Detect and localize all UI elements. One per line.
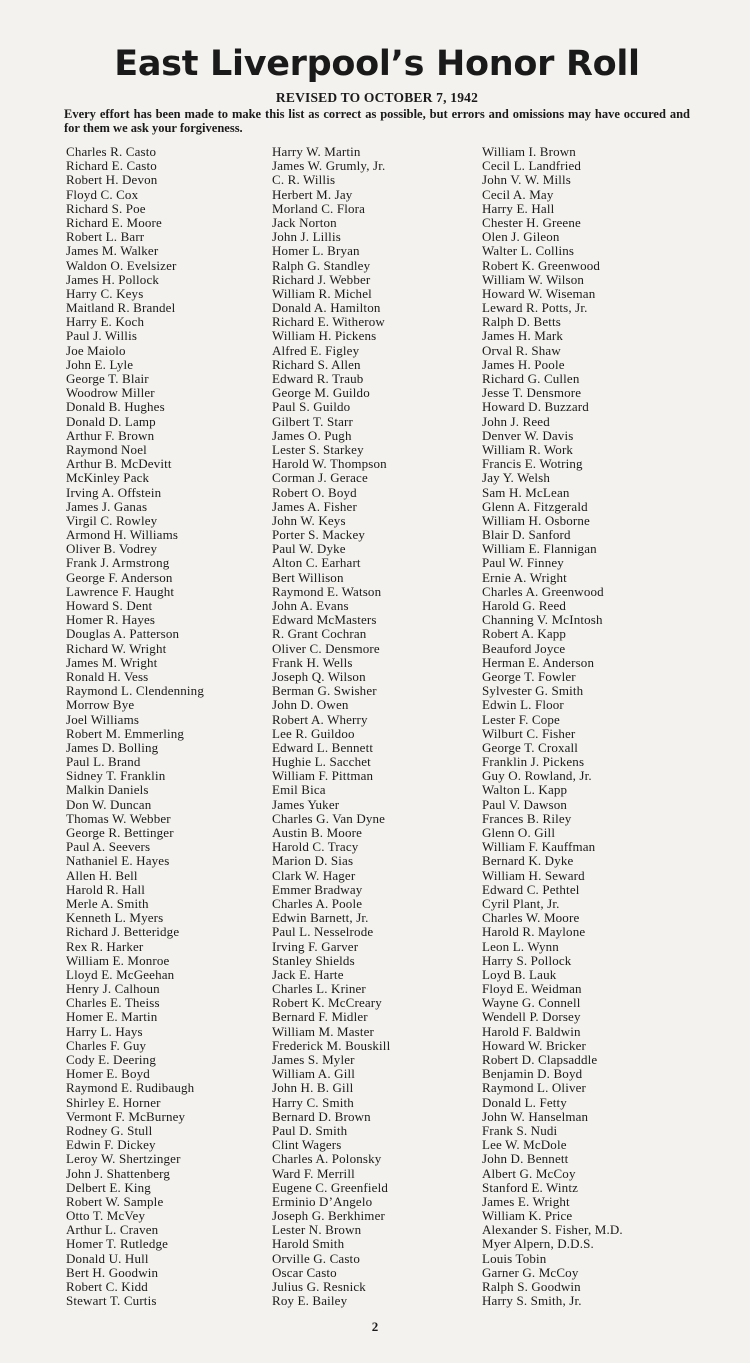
honoree-name: Glenn A. Fitzgerald	[482, 498, 588, 514]
honoree-name: Lester F. Cope	[482, 711, 560, 727]
honoree-name: Ronald H. Vess	[66, 668, 149, 684]
honoree-name: Ernie A. Wright	[482, 569, 567, 585]
honoree-name: John V. W. Mills	[482, 172, 571, 188]
honoree-name: Clint Wagers	[272, 1137, 342, 1153]
honoree-name: Arthur B. McDevitt	[66, 456, 172, 472]
honoree-name: Irving F. Garver	[272, 938, 359, 954]
honoree-name: Benjamin D. Boyd	[482, 1066, 583, 1082]
honoree-name: Thomas W. Webber	[66, 810, 171, 826]
honoree-name: William A. Gill	[272, 1066, 355, 1082]
honoree-name: Joel Williams	[66, 711, 140, 727]
honoree-name: Charles A. Polonsky	[272, 1151, 382, 1167]
honoree-name: Homer L. Bryan	[272, 243, 360, 259]
names-column-3	[482, 145, 623, 1308]
honoree-name: Paul L. Nesselrode	[272, 924, 374, 940]
honoree-name: John A. Evans	[272, 598, 349, 613]
honoree-name: C. R. Willis	[272, 172, 336, 188]
honoree-name: Harold R. Maylone	[482, 924, 586, 940]
honoree-name: Harry C. Keys	[66, 285, 144, 301]
honoree-name: Corman J. Gerace	[272, 470, 368, 486]
honoree-name: Edwin Barnett, Jr.	[272, 910, 369, 926]
honoree-name: Wendell P. Dorsey	[482, 1009, 581, 1025]
honoree-name: George T. Fowler	[482, 668, 576, 684]
honoree-name: Delbert E. King	[66, 1179, 151, 1195]
honoree-name: Marion D. Sias	[272, 853, 354, 869]
honoree-name: Harold C. Tracy	[272, 839, 359, 855]
revision-date: REVISED TO OCTOBER 7, 1942	[275, 90, 479, 105]
honoree-name: Richard J. Webber	[272, 271, 371, 287]
honoree-name: Robert M. Emmerling	[66, 725, 185, 741]
honoree-name: Garner G. McCoy	[482, 1264, 579, 1280]
honoree-name: Donald L. Fetty	[482, 1094, 567, 1110]
honoree-name: Richard E. Moore	[66, 214, 162, 230]
honoree-name: William E. Monroe	[66, 952, 170, 968]
honoree-name: Kenneth L. Myers	[66, 910, 164, 926]
honoree-name: Leroy W. Shertzinger	[66, 1151, 181, 1167]
honoree-name: William K. Price	[482, 1208, 573, 1224]
honoree-name: Harold R. Hall	[66, 881, 146, 897]
honoree-name: John D. Owen	[272, 697, 349, 713]
honoree-name: Guy O. Rowland, Jr.	[482, 768, 592, 784]
page-title: East Liverpool’s Honor Roll	[114, 44, 640, 84]
honoree-name: Jesse T. Densmore	[482, 385, 582, 401]
honoree-name: Frances B. Riley	[482, 810, 572, 826]
honoree-name: Howard S. Dent	[66, 598, 153, 613]
honoree-name: Edward L. Bennett	[272, 739, 374, 755]
honoree-name: Franklin J. Pickens	[482, 754, 585, 770]
honoree-name: Leward R. Potts, Jr.	[482, 300, 588, 316]
honoree-name: Charles R. Casto	[66, 144, 157, 159]
honoree-name: William I. Brown	[482, 144, 576, 159]
honoree-name: Raymond E. Watson	[272, 583, 382, 599]
honoree-name: Harold Smith	[272, 1236, 345, 1252]
honoree-name: Leon L. Wynn	[482, 938, 559, 954]
honoree-name: Cyril Plant, Jr.	[482, 895, 560, 911]
honoree-name: Woodrow Miller	[66, 385, 155, 401]
honoree-name: Sidney T. Franklin	[66, 768, 166, 784]
honoree-name: Roy E. Bailey	[272, 1293, 348, 1309]
honoree-name: Albert G. McCoy	[482, 1165, 576, 1181]
honoree-name: Oliver B. Vodrey	[66, 541, 158, 557]
honoree-name: Frank S. Nudi	[482, 1122, 558, 1138]
honoree-name: Jack Norton	[272, 214, 337, 230]
honoree-name: Emil Bica	[272, 782, 326, 798]
honoree-name: George T. Blair	[66, 371, 149, 386]
honoree-name: James H. Mark	[482, 328, 564, 344]
honoree-name: Frederick M. Bouskill	[272, 1037, 391, 1053]
honoree-name: William R. Work	[482, 441, 574, 457]
honoree-name: James E. Wright	[482, 1193, 570, 1209]
honoree-name: Harold W. Thompson	[272, 456, 387, 472]
honoree-name: Bernard F. Midler	[272, 1009, 368, 1025]
honoree-name: Ralph S. Goodwin	[482, 1279, 581, 1294]
honoree-name: Ralph G. Standley	[272, 257, 371, 273]
honoree-name: Charles A. Greenwood	[482, 583, 604, 599]
honoree-name: Harold F. Baldwin	[482, 1023, 581, 1039]
honoree-name: Robert A. Kapp	[482, 626, 567, 642]
honoree-name: Loyd B. Lauk	[482, 966, 557, 982]
honoree-name: Walter L. Collins	[482, 243, 575, 259]
honoree-name: Robert A. Wherry	[272, 711, 368, 727]
honoree-name: Erminio D’Angelo	[272, 1193, 373, 1209]
honoree-name: Francis E. Wotring	[482, 456, 583, 472]
honoree-name: Gilbert T. Starr	[272, 413, 353, 429]
honoree-name: James Yuker	[272, 796, 340, 812]
honoree-name: Stanley Shields	[272, 952, 355, 968]
honoree-name: Charles L. Kriner	[272, 981, 366, 997]
honoree-name: Alfred E. Figley	[272, 342, 360, 358]
honoree-name: James D. Bolling	[66, 739, 159, 755]
honoree-name: William H. Pickens	[272, 328, 377, 344]
honoree-name: Vermont F. McBurney	[66, 1108, 186, 1124]
names-column-1	[66, 145, 204, 1308]
honoree-name: Homer T. Rutledge	[66, 1236, 169, 1252]
honoree-name: Waldon O. Evelsizer	[66, 257, 177, 273]
honoree-name: Bernard K. Dyke	[482, 853, 574, 869]
intro-text: Every effort has been made to make this list as correct as possible, but errors and omissions may have occured and for them we ask your forgiveness.	[64, 107, 690, 135]
honoree-name: Harry L. Hays	[66, 1023, 143, 1039]
honoree-name: John W. Hanselman	[482, 1108, 589, 1124]
honoree-name: Chester H. Greene	[482, 214, 581, 230]
honoree-name: John H. B. Gill	[272, 1080, 354, 1096]
honoree-name: Olen J. Gileon	[482, 229, 560, 245]
honoree-name: Paul A. Seevers	[66, 839, 151, 855]
honoree-name: McKinley Pack	[66, 470, 150, 486]
honoree-name: William F. Kauffman	[482, 839, 596, 855]
honoree-name: Arthur L. Craven	[66, 1222, 159, 1238]
honoree-name: Herman E. Anderson	[482, 654, 595, 670]
honoree-name: Paul W. Finney	[482, 555, 564, 571]
honoree-name: Frank J. Armstrong	[66, 555, 170, 571]
page-number: 2	[371, 1319, 379, 1334]
honoree-name: James J. Ganas	[66, 498, 148, 514]
honoree-name: Robert W. Sample	[66, 1193, 164, 1209]
honoree-name: Eugene C. Greenfield	[272, 1179, 388, 1195]
honoree-name: Harry S. Smith, Jr.	[482, 1293, 582, 1309]
honoree-name: Don W. Duncan	[66, 796, 152, 812]
honoree-name: Raymond L. Clendenning	[66, 683, 204, 699]
honoree-name: Edwin L. Floor	[482, 697, 564, 713]
honoree-name: William R. Michel	[272, 285, 372, 301]
honoree-name: Denver W. Davis	[482, 427, 574, 443]
honoree-name: Richard E. Casto	[66, 158, 157, 174]
honoree-name: Orville G. Casto	[272, 1250, 360, 1266]
honoree-name: Herbert M. Jay	[272, 186, 353, 202]
honoree-name: Blair D. Sanford	[482, 527, 571, 543]
honoree-name: Paul S. Guildo	[272, 399, 351, 415]
honoree-name: Sylvester G. Smith	[482, 683, 584, 699]
honoree-name: William H. Osborne	[482, 512, 590, 528]
honoree-name: William W. Wilson	[482, 271, 585, 287]
honoree-name: Richard E. Witherow	[272, 314, 385, 330]
honoree-name: Joe Maiolo	[66, 342, 126, 358]
honoree-name: James H. Poole	[482, 356, 565, 372]
honoree-name: Oliver C. Densmore	[272, 640, 380, 656]
honoree-name: Harold G. Reed	[482, 598, 567, 613]
honoree-name: James W. Grumly, Jr.	[272, 158, 386, 174]
honoree-name: Lester S. Starkey	[272, 441, 364, 457]
honoree-name: Frank H. Wells	[272, 654, 353, 670]
honoree-name: Harry E. Hall	[482, 200, 555, 216]
honoree-name: Robert K. McCreary	[272, 995, 382, 1011]
honoree-name: Donald A. Hamilton	[272, 300, 381, 316]
honoree-name: George R. Bettinger	[66, 825, 174, 840]
honoree-name: James O. Pugh	[272, 427, 352, 443]
honoree-name: R. Grant Cochran	[272, 626, 367, 642]
honoree-name: Malkin Daniels	[66, 782, 149, 798]
honoree-name: Charles E. Theiss	[66, 995, 160, 1011]
honoree-name: Homer E. Boyd	[66, 1066, 150, 1082]
honoree-name: Emmer Bradway	[272, 881, 363, 897]
honoree-name: Harry E. Koch	[66, 314, 145, 330]
honoree-name: Raymond E. Rudibaugh	[66, 1080, 195, 1096]
honoree-name: Ralph D. Betts	[482, 314, 562, 330]
honoree-name: Merle A. Smith	[66, 895, 149, 911]
honoree-name: William H. Seward	[482, 867, 585, 883]
honoree-name: Oscar Casto	[272, 1264, 337, 1280]
honoree-name: Charles G. Van Dyne	[272, 810, 386, 826]
honoree-name: Donald B. Hughes	[66, 399, 165, 415]
honoree-name: Richard G. Cullen	[482, 371, 580, 386]
honoree-name: Raymond Noel	[66, 441, 147, 457]
honoree-name: George T. Croxall	[482, 739, 579, 755]
honoree-name: Orval R. Shaw	[482, 342, 561, 358]
honoree-name: Berman G. Swisher	[272, 683, 377, 699]
honoree-name: Julius G. Resnick	[272, 1279, 366, 1294]
honoree-name: Richard S. Poe	[66, 200, 146, 216]
honoree-name: Paul D. Smith	[272, 1122, 348, 1138]
honoree-name: Robert L. Barr	[66, 229, 145, 245]
honoree-name: Homer R. Hayes	[66, 612, 156, 628]
honoree-name: Cecil L. Landfried	[482, 158, 582, 174]
honoree-name: Paul V. Dawson	[482, 796, 568, 812]
honoree-name: James H. Pollock	[66, 271, 160, 287]
honoree-name: Robert D. Clapsaddle	[482, 1052, 598, 1067]
honoree-name: Paul J. Willis	[66, 328, 138, 344]
honoree-name: Harry S. Pollock	[482, 952, 572, 968]
honoree-name: John J. Lillis	[272, 229, 341, 245]
honoree-name: Ward F. Merrill	[272, 1165, 355, 1181]
honoree-name: Walton L. Kapp	[482, 782, 568, 798]
honoree-name: Jack E. Harte	[272, 966, 344, 982]
honoree-name: Lloyd E. McGeehan	[66, 966, 175, 982]
honoree-name: Lee W. McDole	[482, 1137, 567, 1153]
honoree-name: Arthur F. Brown	[66, 427, 155, 443]
honoree-name: John J. Reed	[482, 413, 550, 429]
honoree-name: Beauford Joyce	[482, 640, 566, 656]
honoree-name: Robert C. Kidd	[66, 1279, 148, 1294]
honoree-name: Howard D. Buzzard	[482, 399, 589, 415]
honoree-name: Richard W. Wright	[66, 640, 167, 656]
honoree-name: Nathaniel E. Hayes	[66, 853, 170, 869]
honoree-name: John J. Shattenberg	[66, 1165, 171, 1181]
honoree-name: James S. Myler	[272, 1052, 355, 1067]
honoree-name: Sam H. McLean	[482, 484, 570, 500]
honoree-name: William F. Pittman	[272, 768, 374, 784]
honoree-name: Floyd C. Cox	[66, 186, 139, 202]
honoree-name: Edward R. Traub	[272, 371, 364, 386]
honoree-name: Wilburt C. Fisher	[482, 725, 576, 741]
honoree-name: Clark W. Hager	[272, 867, 356, 883]
honoree-name: Charles W. Moore	[482, 910, 580, 926]
honoree-name: Henry J. Calhoun	[66, 981, 160, 997]
honoree-name: Harry W. Martin	[272, 144, 361, 159]
honoree-name: George F. Anderson	[66, 569, 173, 585]
honoree-name: Lee R. Guildoo	[272, 725, 355, 741]
honoree-name: Rex R. Harker	[66, 938, 144, 954]
honoree-name: Joseph G. Berkhimer	[272, 1208, 385, 1224]
honoree-name: Stewart T. Curtis	[66, 1293, 157, 1309]
honoree-name: Virgil C. Rowley	[66, 512, 158, 528]
honoree-name: Stanford E. Wintz	[482, 1179, 579, 1195]
honoree-name: James M. Walker	[66, 243, 159, 259]
honoree-name: Floyd E. Weidman	[482, 981, 582, 997]
honoree-name: Allen H. Bell	[66, 867, 138, 883]
honoree-name: Hughie L. Sacchet	[272, 754, 371, 770]
honoree-name: Bert Willison	[272, 569, 344, 585]
honoree-name: Cody E. Deering	[66, 1052, 156, 1067]
honoree-name: Charles F. Guy	[66, 1037, 147, 1053]
honoree-name: James M. Wright	[66, 654, 158, 670]
honoree-name: Lester N. Brown	[272, 1222, 362, 1238]
honoree-name: Joseph Q. Wilson	[272, 668, 366, 684]
honoree-name: Richard S. Allen	[272, 356, 361, 372]
honoree-name: Robert O. Boyd	[272, 484, 357, 500]
honoree-name: Glenn O. Gill	[482, 825, 556, 840]
honoree-name: Edward McMasters	[272, 612, 377, 628]
honoree-name: Howard W. Bricker	[482, 1037, 586, 1053]
honoree-name: Donald U. Hull	[66, 1250, 149, 1266]
honoree-name: Channing V. McIntosh	[482, 612, 603, 628]
honoree-name: William E. Flannigan	[482, 541, 597, 557]
honoree-name: Jay Y. Welsh	[482, 470, 551, 486]
honoree-name: John W. Keys	[272, 512, 346, 528]
honoree-name: Irving A. Offstein	[66, 484, 162, 500]
honoree-name: Porter S. Mackey	[272, 527, 366, 543]
honoree-name: Shirley E. Horner	[66, 1094, 161, 1110]
honoree-name: John E. Lyle	[66, 356, 134, 372]
honoree-name: Donald D. Lamp	[66, 413, 156, 429]
honoree-name: William M. Master	[272, 1023, 375, 1039]
honoree-name: Robert K. Greenwood	[482, 257, 601, 273]
honoree-name: Raymond L. Oliver	[482, 1080, 587, 1096]
honoree-name: Maitland R. Brandel	[66, 300, 176, 316]
honoree-name: Douglas A. Patterson	[66, 626, 180, 642]
honoree-name: Paul L. Brand	[66, 754, 141, 770]
honoree-name: Otto T. McVey	[66, 1208, 146, 1224]
honoree-name: Morrow Bye	[66, 697, 135, 713]
honoree-name: Robert H. Devon	[66, 172, 158, 188]
honoree-name: Edwin F. Dickey	[66, 1137, 156, 1153]
honoree-name: Morland C. Flora	[272, 200, 366, 216]
honoree-name: Rodney G. Stull	[66, 1122, 153, 1138]
honoree-name: Howard W. Wiseman	[482, 285, 596, 301]
honoree-name: Cecil A. May	[482, 186, 554, 202]
honoree-name: Myer Alpern, D.D.S.	[482, 1236, 594, 1252]
honoree-name: James A. Fisher	[272, 498, 357, 514]
honoree-name: George M. Guildo	[272, 385, 370, 401]
honoree-name: Austin B. Moore	[272, 825, 362, 840]
honoree-name: Bert H. Goodwin	[66, 1264, 159, 1280]
names-column-2	[272, 145, 390, 1308]
honoree-name: Harry C. Smith	[272, 1094, 354, 1110]
honoree-name: Wayne G. Connell	[482, 995, 581, 1011]
honoree-name: Bernard D. Brown	[272, 1108, 371, 1124]
honoree-name: Richard J. Betteridge	[66, 924, 180, 940]
honoree-name: Lawrence F. Haught	[66, 583, 175, 599]
honoree-name: Armond H. Williams	[66, 527, 179, 543]
honoree-name: Alton C. Earhart	[272, 555, 361, 571]
honoree-name: Charles A. Poole	[272, 895, 363, 911]
honoree-name: Edward C. Pethtel	[482, 881, 580, 897]
honoree-name: Alexander S. Fisher, M.D.	[482, 1222, 623, 1238]
honoree-name: Homer E. Martin	[66, 1009, 158, 1025]
honoree-name: John D. Bennett	[482, 1151, 569, 1167]
honoree-name: Louis Tobin	[482, 1250, 547, 1266]
honoree-name: Paul W. Dyke	[272, 541, 346, 557]
